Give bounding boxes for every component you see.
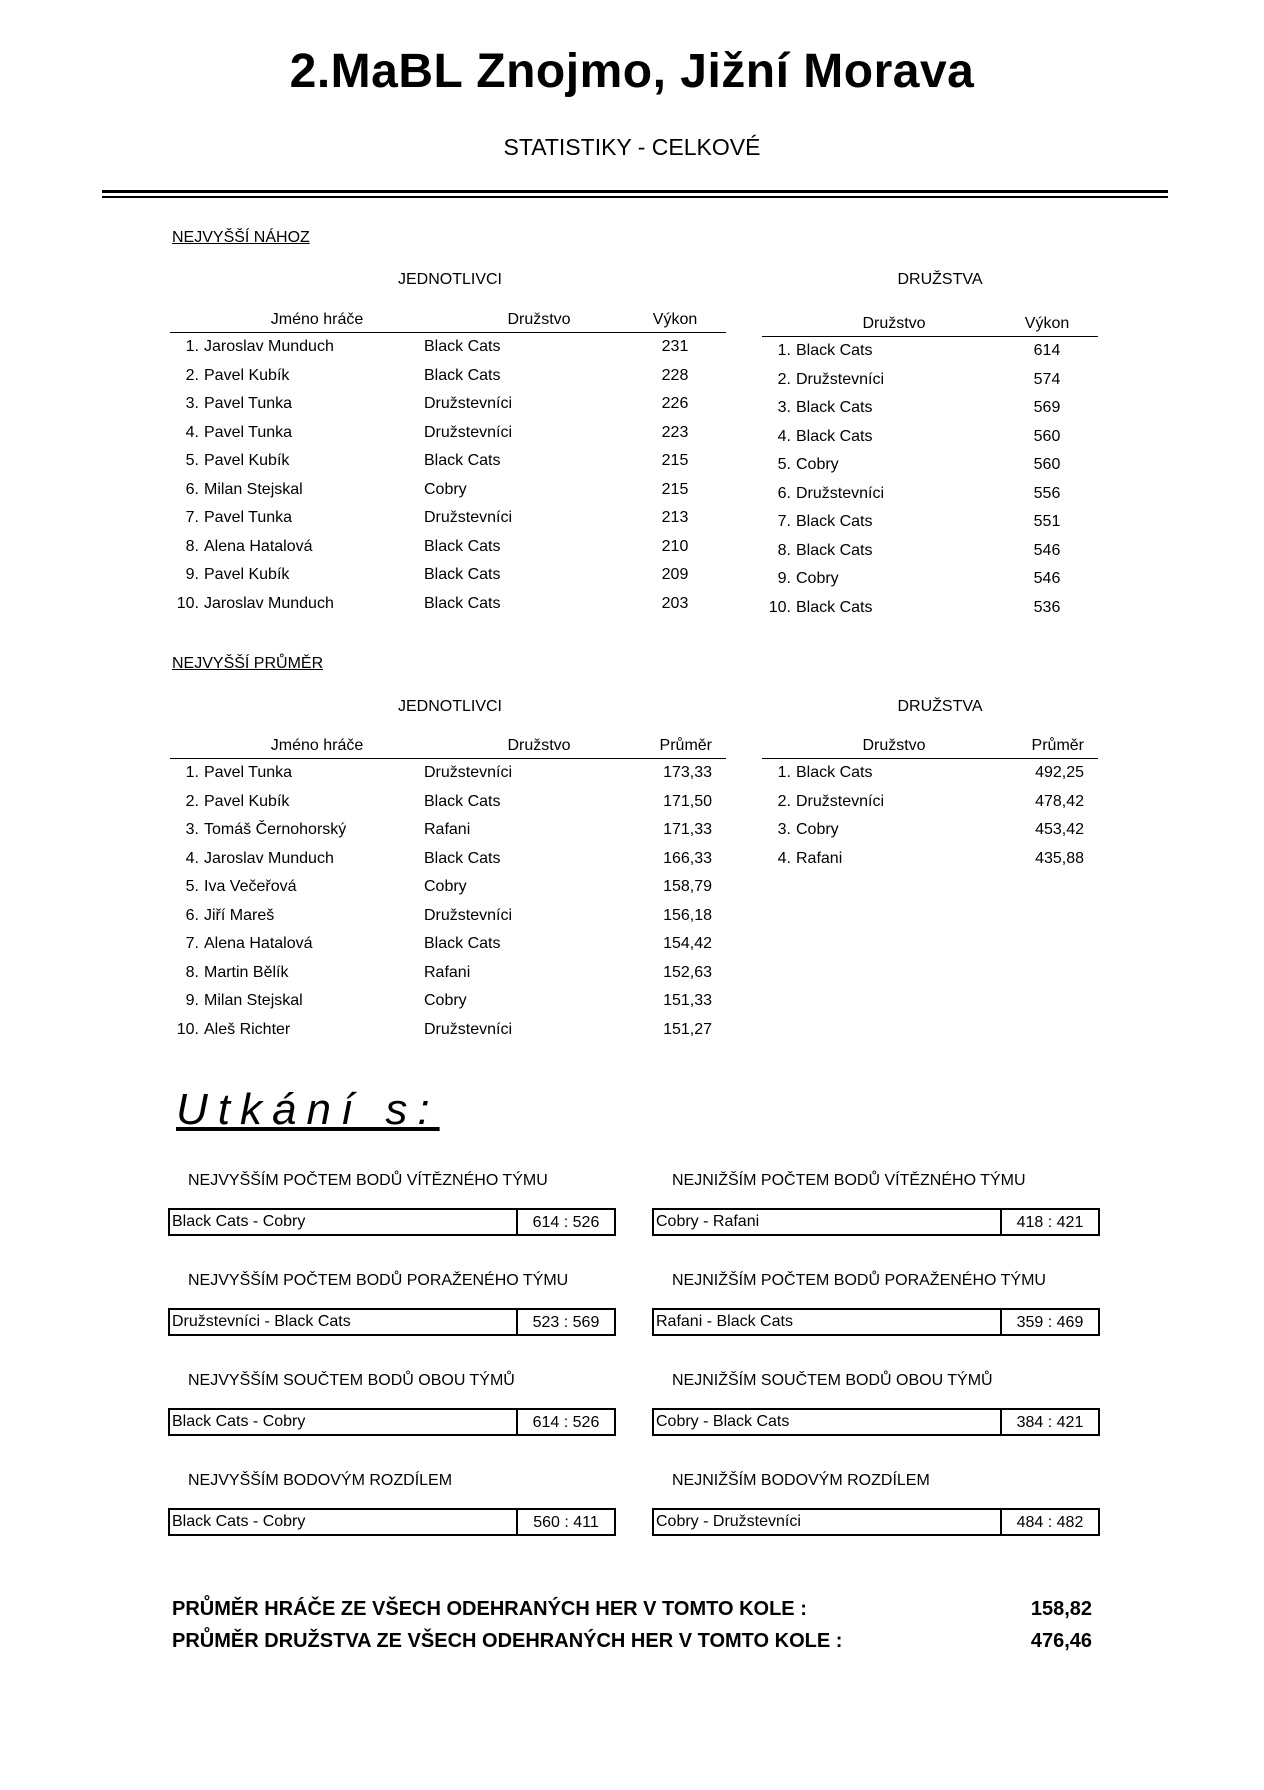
- team-cell: Black Cats: [424, 849, 501, 867]
- player-name-cell: Milan Stejskal: [204, 480, 303, 498]
- rank-cell: 10.: [176, 1020, 199, 1038]
- group-label-teams: DRUŽSTVA: [897, 698, 983, 715]
- table-row: [170, 533, 726, 562]
- player-name-cell: Iva Večeřová: [204, 878, 297, 896]
- table-row: [170, 759, 726, 788]
- section-title-highest-average: NEJVYŠŠÍ PRŮMĚR: [172, 655, 324, 672]
- team-cell: Black Cats: [424, 338, 501, 356]
- team-cell: Cobry: [796, 821, 839, 839]
- column-header-team: Družstvo: [762, 305, 996, 337]
- match-score: 418 : 421: [1000, 1210, 1098, 1234]
- player-name-cell: Jaroslav Munduch: [204, 338, 334, 356]
- match-category-label: NEJVYŠŠÍM POČTEM BODŮ VÍTĚZNÉHO TÝMU: [188, 1172, 548, 1189]
- player-name-cell: Pavel Kubík: [204, 566, 290, 584]
- value-cell: 223: [661, 423, 689, 441]
- value-cell: 213: [661, 509, 689, 527]
- player-name-cell: Jaroslav Munduch: [204, 594, 334, 612]
- value-cell: 560: [1033, 456, 1061, 474]
- rank-cell: 2.: [185, 366, 199, 384]
- column-header-value: Průměr: [624, 731, 726, 759]
- team-cell: Black Cats: [424, 792, 501, 810]
- match-score: 384 : 421: [1000, 1410, 1098, 1434]
- player-name-cell: Alena Hatalová: [204, 537, 313, 555]
- column-header-value: Výkon: [996, 305, 1098, 337]
- rank-cell: 8.: [777, 541, 791, 559]
- rank-cell: 7.: [777, 513, 791, 531]
- group-label-individuals: JEDNOTLIVCI: [397, 271, 502, 288]
- rank-cell: 5.: [185, 878, 199, 896]
- header-divider: [102, 190, 1168, 193]
- rank-cell: 2.: [185, 792, 199, 810]
- group-label-teams: DRUŽSTVA: [897, 271, 983, 288]
- table-row: [762, 816, 1098, 845]
- rank-cell: 3.: [777, 821, 791, 839]
- table-header-row: [762, 731, 1098, 759]
- player-name-cell: Aleš Richter: [204, 1020, 291, 1038]
- match-category-label: NEJVYŠŠÍM SOUČTEM BODŮ OBOU TÝMŮ: [188, 1372, 515, 1389]
- value-cell: 215: [661, 480, 689, 498]
- highest-average-individuals-table: [170, 731, 726, 1044]
- table-row: [170, 590, 726, 619]
- rank-cell: 4.: [185, 849, 199, 867]
- value-cell: 203: [661, 594, 689, 612]
- rank-cell: 1.: [185, 338, 199, 356]
- value-cell: 478,42: [1035, 792, 1084, 810]
- team-cell: Družstevníci: [424, 764, 513, 782]
- rank-cell: 2.: [777, 370, 791, 388]
- rank-cell: 7.: [185, 935, 199, 953]
- rank-cell: 8.: [185, 963, 199, 981]
- value-cell: 228: [661, 366, 689, 384]
- value-cell: 171,33: [663, 821, 712, 839]
- match-teams: Cobry - Družstevníci: [656, 1513, 801, 1530]
- rank-cell: 5.: [777, 456, 791, 474]
- player-name-cell: Martin Bělík: [204, 963, 289, 981]
- table-row: [170, 873, 726, 902]
- value-cell: 614: [1033, 342, 1061, 360]
- rank-cell: 4.: [777, 427, 791, 445]
- page-subtitle: STATISTIKY - CELKOVÉ: [503, 134, 761, 160]
- table-row: [170, 476, 726, 505]
- match-result-box: [652, 1508, 1100, 1536]
- match-result-box: [652, 1308, 1100, 1336]
- player-name-cell: Jaroslav Munduch: [204, 849, 334, 867]
- team-cell: Cobry: [796, 456, 839, 474]
- table-row: [762, 366, 1098, 395]
- team-cell: Black Cats: [424, 366, 501, 384]
- value-cell: 173,33: [663, 764, 712, 782]
- match-category-label: NEJNIŽŠÍM POČTEM BODŮ VÍTĚZNÉHO TÝMU: [672, 1172, 1026, 1189]
- match-result-box: [652, 1208, 1100, 1236]
- player-name-cell: Pavel Kubík: [204, 452, 290, 470]
- match-score: 614 : 526: [516, 1210, 614, 1234]
- team-cell: Rafani: [424, 963, 471, 981]
- team-cell: Black Cats: [796, 598, 873, 616]
- highest-throw-individuals-table: [170, 305, 726, 618]
- team-cell: Rafani: [424, 821, 471, 839]
- rank-cell: 4.: [777, 849, 791, 867]
- value-cell: 166,33: [663, 849, 712, 867]
- match-result-box: [168, 1308, 616, 1336]
- match-result-box: [168, 1408, 616, 1436]
- team-cell: Cobry: [424, 480, 467, 498]
- team-cell: Black Cats: [424, 537, 501, 555]
- table-row: [762, 423, 1098, 452]
- column-header-team: Družstvo: [762, 731, 996, 759]
- team-cell: Black Cats: [424, 452, 501, 470]
- match-score: 484 : 482: [1000, 1510, 1098, 1534]
- value-cell: 151,27: [663, 1020, 712, 1038]
- rank-cell: 1.: [777, 764, 791, 782]
- group-label-individuals: JEDNOTLIVCI: [397, 698, 502, 715]
- player-name-cell: Milan Stejskal: [204, 992, 303, 1010]
- column-header-player-name: Jméno hráče: [170, 305, 424, 333]
- rank-cell: 10.: [768, 598, 791, 616]
- table-row: [170, 333, 726, 362]
- match-result-box: [652, 1408, 1100, 1436]
- team-average-value: 476,46: [1030, 1630, 1092, 1652]
- value-cell: 156,18: [663, 906, 712, 924]
- table-row: [170, 816, 726, 845]
- team-cell: Rafani: [796, 849, 843, 867]
- rank-cell: 3.: [185, 395, 199, 413]
- table-row: [762, 565, 1098, 594]
- page-title: 2.MaBL Znojmo, Jižní Morava: [289, 45, 975, 98]
- match-category-label: NEJVYŠŠÍM BODOVÝM ROZDÍLEM: [188, 1472, 453, 1489]
- player-average-label: PRŮMĚR HRÁČE ZE VŠECH ODEHRANÝCH HER V TOMTO KOLE :: [172, 1598, 807, 1620]
- match-category-label: NEJVYŠŠÍM POČTEM BODŮ PORAŽENÉHO TÝMU: [188, 1272, 569, 1289]
- team-cell: Družstevníci: [424, 395, 513, 413]
- match-score: 359 : 469: [1000, 1310, 1098, 1334]
- table-header-row: [170, 731, 726, 759]
- player-name-cell: Pavel Kubík: [204, 792, 290, 810]
- rank-cell: 3.: [777, 399, 791, 417]
- rank-cell: 9.: [185, 566, 199, 584]
- match-result-box: [168, 1208, 616, 1236]
- value-cell: 560: [1033, 427, 1061, 445]
- value-cell: 158,79: [663, 878, 712, 896]
- value-cell: 551: [1033, 513, 1061, 531]
- value-cell: 435,88: [1035, 849, 1084, 867]
- match-category-label: NEJNIŽŠÍM SOUČTEM BODŮ OBOU TÝMŮ: [672, 1372, 993, 1389]
- table-row: [170, 561, 726, 590]
- value-cell: 154,42: [663, 935, 712, 953]
- rank-cell: 9.: [777, 570, 791, 588]
- team-cell: Družstevníci: [424, 509, 513, 527]
- team-cell: Cobry: [424, 878, 467, 896]
- rank-cell: 1.: [777, 342, 791, 360]
- value-cell: 492,25: [1035, 764, 1084, 782]
- team-cell: Družstevníci: [796, 792, 885, 810]
- rank-cell: 2.: [777, 792, 791, 810]
- table-header-row: [762, 305, 1098, 337]
- team-cell: Black Cats: [796, 427, 873, 445]
- team-cell: Black Cats: [796, 399, 873, 417]
- rank-cell: 9.: [185, 992, 199, 1010]
- table-row: [170, 419, 726, 448]
- match-score: 523 : 569: [516, 1310, 614, 1334]
- match-teams: Rafani - Black Cats: [656, 1313, 793, 1330]
- value-cell: 546: [1033, 541, 1061, 559]
- highest-throw-teams-table: [762, 305, 1098, 622]
- team-cell: Cobry: [424, 992, 467, 1010]
- table-row: [170, 504, 726, 533]
- value-cell: 569: [1033, 399, 1061, 417]
- rank-cell: 5.: [185, 452, 199, 470]
- rank-cell: 6.: [185, 906, 199, 924]
- value-cell: 453,42: [1035, 821, 1084, 839]
- value-cell: 226: [661, 395, 689, 413]
- column-header-value: Průměr: [996, 731, 1098, 759]
- value-cell: 536: [1033, 598, 1061, 616]
- match-teams: Black Cats - Cobry: [172, 1213, 306, 1230]
- team-cell: Cobry: [796, 570, 839, 588]
- player-name-cell: Pavel Tunka: [204, 764, 293, 782]
- team-cell: Družstevníci: [796, 484, 885, 502]
- team-average-label: PRŮMĚR DRUŽSTVA ZE VŠECH ODEHRANÝCH HER V TOMTO KOLE :: [172, 1630, 843, 1652]
- table-row: [170, 930, 726, 959]
- match-result-box: [168, 1508, 616, 1536]
- team-cell: Black Cats: [796, 342, 873, 360]
- player-name-cell: Pavel Tunka: [204, 509, 293, 527]
- rank-cell: 8.: [185, 537, 199, 555]
- player-name-cell: Jiří Mareš: [204, 906, 275, 924]
- player-name-cell: Pavel Kubík: [204, 366, 290, 384]
- player-average-value: 158,82: [1030, 1598, 1092, 1620]
- table-row: [762, 845, 1098, 874]
- table-header-row: [170, 305, 726, 333]
- section-title-highest-throw: NEJVYŠŠÍ NÁHOZ: [172, 229, 310, 246]
- highest-average-teams-table: [762, 731, 1098, 873]
- table-row: [170, 788, 726, 817]
- column-header-value: Výkon: [624, 305, 726, 333]
- table-row: [170, 1016, 726, 1045]
- value-cell: 574: [1033, 370, 1061, 388]
- match-category-label: NEJNIŽŠÍM BODOVÝM ROZDÍLEM: [672, 1472, 930, 1489]
- table-row: [170, 959, 726, 988]
- team-cell: Black Cats: [796, 513, 873, 531]
- player-name-cell: Tomáš Černohorský: [204, 821, 347, 839]
- value-cell: 210: [661, 537, 689, 555]
- table-row: [170, 902, 726, 931]
- match-score: 614 : 526: [516, 1410, 614, 1434]
- table-row: [170, 987, 726, 1016]
- table-row: [762, 337, 1098, 366]
- match-category-label: NEJNIŽŠÍM POČTEM BODŮ PORAŽENÉHO TÝMU: [672, 1272, 1046, 1289]
- value-cell: 209: [661, 566, 689, 584]
- table-row: [762, 788, 1098, 817]
- matches-title: Utkání s:: [176, 1085, 440, 1134]
- value-cell: 152,63: [663, 963, 712, 981]
- rank-cell: 7.: [185, 509, 199, 527]
- match-teams: Cobry - Black Cats: [656, 1413, 790, 1430]
- table-row: [762, 537, 1098, 566]
- rank-cell: 3.: [185, 821, 199, 839]
- team-cell: Black Cats: [424, 566, 501, 584]
- team-cell: Družstevníci: [424, 1020, 513, 1038]
- match-teams: Black Cats - Cobry: [172, 1513, 306, 1530]
- table-row: [762, 480, 1098, 509]
- team-cell: Družstevníci: [796, 370, 885, 388]
- value-cell: 151,33: [663, 992, 712, 1010]
- table-row: [170, 362, 726, 391]
- table-row: [762, 394, 1098, 423]
- value-cell: 556: [1033, 484, 1061, 502]
- rank-cell: 6.: [777, 484, 791, 502]
- table-row: [762, 508, 1098, 537]
- match-teams: Cobry - Rafani: [656, 1213, 760, 1230]
- player-name-cell: Pavel Tunka: [204, 395, 293, 413]
- column-header-team: Družstvo: [424, 731, 624, 759]
- column-header-team: Družstvo: [424, 305, 624, 333]
- match-score: 560 : 411: [516, 1510, 614, 1534]
- team-cell: Black Cats: [424, 594, 501, 612]
- header-divider-thin: [102, 196, 1168, 198]
- rank-cell: 1.: [185, 764, 199, 782]
- value-cell: 231: [661, 338, 689, 356]
- rank-cell: 10.: [176, 594, 199, 612]
- table-row: [170, 390, 726, 419]
- player-name-cell: Pavel Tunka: [204, 423, 293, 441]
- player-name-cell: Alena Hatalová: [204, 935, 313, 953]
- team-cell: Družstevníci: [424, 423, 513, 441]
- table-row: [170, 447, 726, 476]
- rank-cell: 4.: [185, 423, 199, 441]
- table-row: [762, 759, 1098, 788]
- column-header-player-name: Jméno hráče: [170, 731, 424, 759]
- table-row: [170, 845, 726, 874]
- value-cell: 171,50: [663, 792, 712, 810]
- match-teams: Družstevníci - Black Cats: [172, 1313, 351, 1330]
- team-cell: Družstevníci: [424, 906, 513, 924]
- value-cell: 215: [661, 452, 689, 470]
- rank-cell: 6.: [185, 480, 199, 498]
- team-cell: Black Cats: [796, 541, 873, 559]
- table-row: [762, 451, 1098, 480]
- team-cell: Black Cats: [796, 764, 873, 782]
- value-cell: 546: [1033, 570, 1061, 588]
- match-teams: Black Cats - Cobry: [172, 1413, 306, 1430]
- table-row: [762, 594, 1098, 623]
- team-cell: Black Cats: [424, 935, 501, 953]
